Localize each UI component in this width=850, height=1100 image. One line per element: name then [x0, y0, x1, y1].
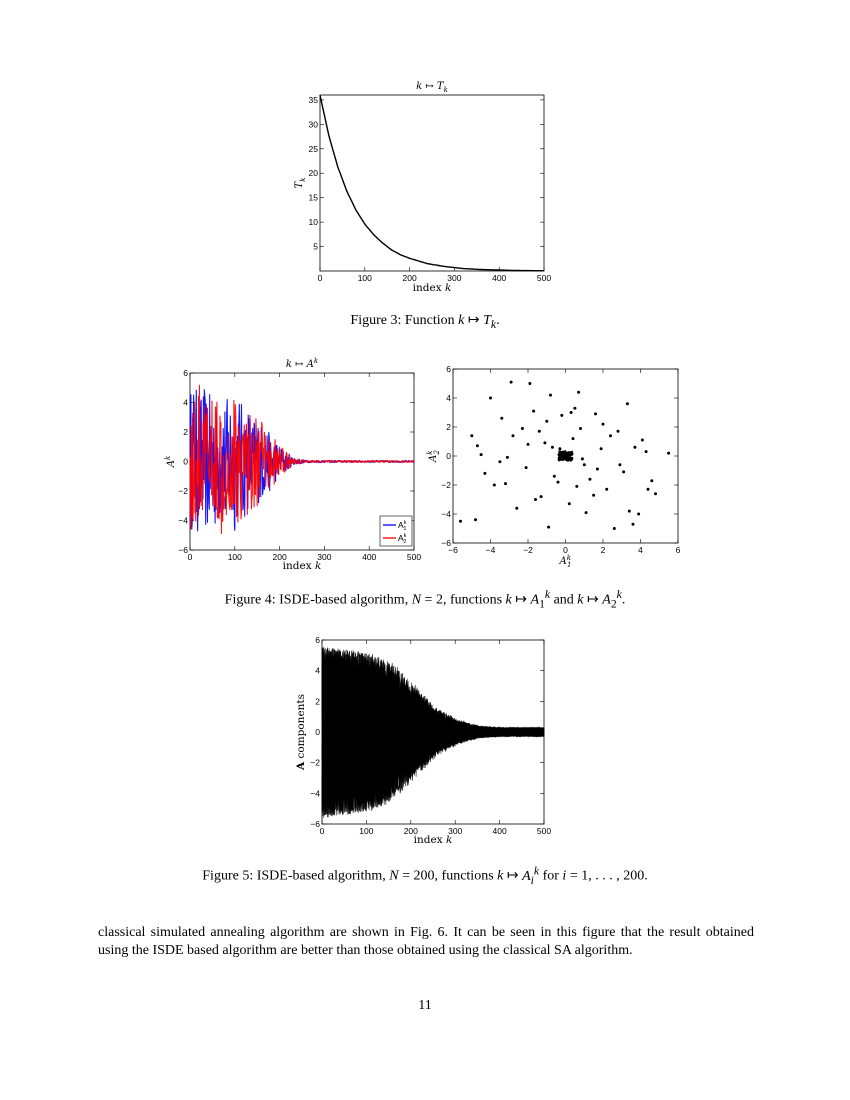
x-tick-label: −6	[448, 545, 458, 555]
y-tick-label: −4	[441, 509, 451, 519]
x-tick-label: 300	[447, 273, 462, 283]
figure-4-right-chart	[420, 355, 695, 575]
x-tick-label: 2	[600, 545, 606, 555]
scatter-point	[515, 507, 518, 510]
scatter-point	[559, 458, 562, 461]
y-tick-label: 6	[446, 364, 451, 374]
x-tick-label: 200	[403, 826, 418, 836]
y-tick-label: 0	[446, 451, 451, 461]
scatter-point	[579, 427, 582, 430]
x-tick-label: 400	[492, 826, 507, 836]
scatter-point	[551, 446, 554, 449]
y-tick-label: −2	[310, 757, 320, 768]
x-tick-label: −4	[485, 545, 496, 555]
y-tick-label: 2	[315, 696, 320, 707]
scatter-point	[570, 453, 573, 456]
x-tick-label: 500	[406, 552, 422, 562]
scatter-point	[573, 407, 576, 410]
scatter-point	[626, 402, 629, 405]
scatter-point	[476, 444, 479, 447]
x-tick-label: 0	[187, 552, 193, 562]
scatter-point	[567, 452, 570, 455]
scatter-point	[525, 466, 528, 469]
figure-3	[280, 75, 580, 300]
scatter-point	[628, 510, 631, 513]
scatter-point	[547, 526, 550, 529]
x-tick-label: 200	[402, 273, 417, 283]
body-paragraph: classical simulated annealing algorithm are shown in Fig. 6. It can be seen in this figure that the result obtained using the ISDE based algorithm are better than those obtained using the classical SA algorithm.	[98, 925, 754, 958]
scatter-point	[613, 527, 616, 530]
scatter-point	[562, 454, 565, 457]
y-axis-label: A components	[295, 693, 307, 771]
scatter-point	[596, 468, 599, 471]
x-axis-label: index k	[413, 834, 453, 846]
x-tick-label: 0	[317, 273, 323, 283]
scatter-point	[622, 470, 625, 473]
y-tick-label: 4	[315, 665, 320, 676]
plot-frame	[320, 95, 544, 271]
scatter-point	[577, 391, 580, 394]
chart-title: k ↦ $T_k$	[416, 81, 448, 94]
y-tick-label: −6	[441, 538, 451, 548]
figure-3-chart	[280, 75, 580, 300]
x-tick-label: 4	[638, 545, 643, 555]
y-tick-label: 4	[446, 393, 451, 403]
scatter-point	[600, 447, 603, 450]
figure-4-left-chart	[160, 355, 430, 575]
scatter-point	[637, 513, 640, 516]
scatter-point	[594, 412, 597, 415]
y-tick-label: 6	[183, 368, 188, 378]
scatter-point	[483, 472, 486, 475]
scatter-point	[470, 434, 473, 437]
scatter-point	[500, 417, 503, 420]
y-tick-label: 10	[308, 217, 318, 228]
scatter-point	[609, 434, 612, 437]
scatter-point	[549, 394, 552, 397]
scatter-point	[617, 430, 620, 433]
x-tick-label: 200	[272, 552, 287, 562]
y-tick-label: −2	[178, 486, 188, 496]
scatter-point	[510, 381, 513, 384]
y-tick-label: 20	[308, 168, 318, 179]
legend-box	[380, 516, 412, 546]
x-tick-label: 100	[359, 826, 374, 836]
y-tick-label: 4	[183, 397, 188, 408]
y-tick-label: 6	[315, 635, 320, 645]
scatter-point	[592, 494, 595, 497]
x-tick-label: 500	[536, 273, 552, 283]
scatter-point	[474, 518, 477, 521]
scatter-point	[565, 458, 568, 461]
chart-title: k ↦ $A^k$	[285, 357, 319, 370]
x-tick-label: −2	[523, 545, 533, 555]
scatter-point	[572, 437, 575, 440]
y-tick-label: −6	[310, 819, 320, 829]
T-k-curve	[320, 95, 544, 271]
x-tick-label: 300	[448, 826, 463, 836]
figure-5	[280, 630, 580, 855]
scatter-point	[581, 457, 584, 460]
scatter-point	[558, 447, 561, 450]
scatter-point	[528, 382, 531, 385]
scatter-point	[602, 423, 605, 426]
y-tick-label: 0	[183, 456, 188, 467]
y-axis-label: $T_k$	[294, 177, 307, 189]
scatter-point	[489, 397, 492, 400]
figure-5-chart	[280, 630, 580, 855]
x-tick-label: 100	[227, 552, 242, 562]
scatter-point	[543, 441, 546, 444]
scatter-point	[667, 452, 670, 455]
x-axis-label: index k	[282, 560, 322, 572]
x-tick-label: 0	[319, 826, 325, 836]
scatter-point	[650, 479, 653, 482]
scatter-point	[534, 498, 537, 501]
x-tick-label: 300	[317, 552, 332, 562]
scatter-point	[605, 488, 608, 491]
scatter-point	[538, 430, 541, 433]
x-tick-label: 6	[675, 545, 681, 555]
y-tick-label: 0	[315, 727, 320, 737]
scatter-point	[527, 443, 530, 446]
figure-4-left	[160, 355, 430, 575]
scatter-point	[557, 481, 560, 484]
scatter-point	[632, 523, 635, 526]
scatter-point	[575, 485, 578, 488]
x-tick-label: 400	[362, 552, 377, 562]
scatter-point	[545, 420, 548, 423]
y-tick-label: 30	[308, 119, 318, 130]
scatter-point	[645, 450, 648, 453]
scatter-point	[512, 434, 515, 437]
legend-label-1: $A^k$ 1	[398, 520, 407, 532]
components-lines	[322, 647, 544, 818]
x-tick-label: 100	[357, 273, 372, 283]
y-tick-label: −2	[441, 480, 451, 490]
scatter-point	[540, 495, 543, 498]
scatter-point	[521, 427, 524, 430]
scatter-point	[564, 450, 567, 453]
scatter-point	[618, 463, 621, 466]
page-number: 11	[418, 998, 432, 1013]
y-tick-label: −6	[178, 545, 188, 555]
y-tick-label: 2	[446, 422, 451, 432]
y-tick-label: −4	[310, 788, 320, 799]
scatter-point	[532, 410, 535, 413]
scatter-point	[567, 457, 570, 460]
series-2-line	[190, 385, 414, 533]
scatter-point	[585, 511, 588, 514]
y-tick-label: 2	[183, 427, 188, 437]
scatter-point	[493, 484, 496, 487]
x-tick-label: 500	[536, 826, 552, 836]
scatter-point	[506, 456, 509, 459]
y-tick-label: 35	[308, 94, 318, 105]
figure-3-caption: Figure 3: Function k ↦ $T_k$.	[350, 313, 500, 331]
scatter-point	[654, 492, 657, 495]
scatter-point	[583, 463, 586, 466]
x-tick-label: 400	[492, 273, 507, 283]
scatter-point	[553, 475, 556, 478]
scatter-point	[459, 520, 462, 523]
scatter-point	[498, 460, 501, 463]
scatter-point	[588, 478, 591, 481]
scatter-point	[641, 439, 644, 442]
x-axis-label: $A^k$ 1	[559, 554, 572, 569]
y-tick-label: −4	[178, 515, 188, 526]
scatter-point	[568, 502, 571, 505]
y-tick-label: 5	[313, 241, 318, 252]
scatter-point	[633, 446, 636, 449]
y-axis-label: $A^k2$	[426, 450, 441, 462]
scatter-point	[480, 453, 483, 456]
figure-4-caption: Figure 4: ISDE-based algorithm, N = 2, functions k ↦ $A_1^k$ and k ↦ $A_2^k$.	[224, 588, 626, 611]
scatter-point	[504, 482, 507, 485]
y-tick-label: 25	[308, 143, 318, 154]
figure-5-caption: Figure 5: ISDE-based algorithm, N = 200, functions k ↦ $A_i^k$ for i = 1, . . . , 200.	[202, 864, 648, 887]
scatter-point	[647, 488, 650, 491]
y-axis-label: $A^k$	[164, 455, 177, 468]
x-tick-label: 0	[563, 545, 568, 555]
scatter-point	[560, 414, 563, 417]
figure-4-right	[420, 355, 695, 575]
x-axis-label: index k	[412, 282, 452, 294]
scatter-point	[570, 411, 573, 414]
y-tick-label: 15	[308, 192, 318, 203]
legend-label-2: $A^k$ 2	[398, 533, 407, 545]
